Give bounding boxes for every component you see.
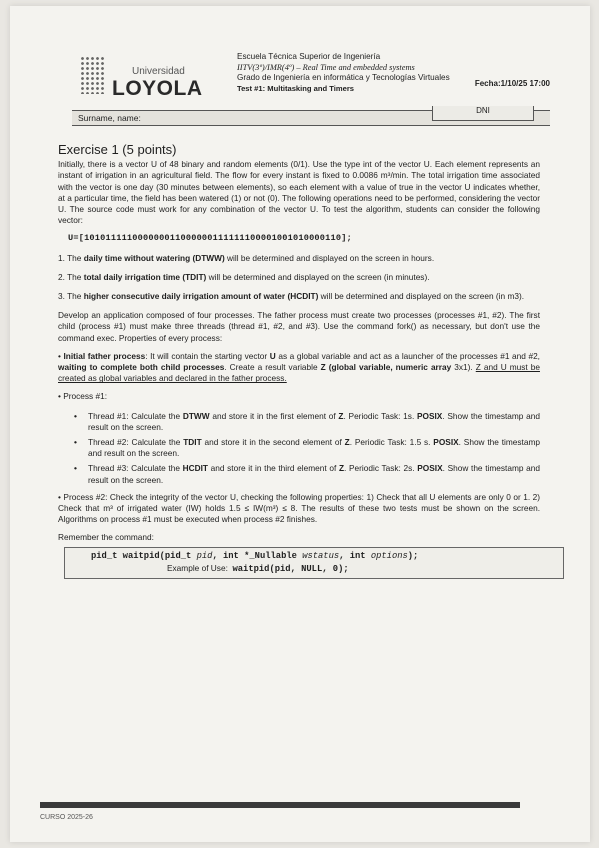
code-box (64, 547, 564, 579)
exam-header (72, 46, 552, 110)
exercise-title: Exercise 1 (5 points) (58, 142, 177, 157)
exercise-intro: Initially, there is a vector U of 48 binary and random elements (0/1). Use the type int of the vector U. Each element represents an instant of irrigation in an agricultural field. The flow for every instant is fixed to 0.0086 m³/min. The total irrigation time associated with the vector is one day (30 minutes between elements), so each element with a value of true in the vector U indicates whether, at a particular time, the field has been watered (1) or not (0). The following operations need to be performed, considering the vector U. The source code must work for any combination of the vector U. To test the algorithm, students can consider the following vector: (58, 159, 540, 226)
waitpid-example: Example of Use: waitpid(pid, NULL, 0); (167, 562, 349, 574)
thread-item: • Thread #1: Calculate the DTWW and store it in the first element of Z. Periodic Task: 1s. POSIX. Show the timestamp and result on the screen. (88, 411, 540, 433)
dni-field-label: DNI (432, 106, 534, 121)
footer-bar (40, 802, 520, 808)
degree-name: Grado de Ingeniería en informática y Tecnologías Virtuales (237, 73, 450, 83)
thread-item: • Thread #3: Calculate the HCDIT and store it in the third element of Z. Periodic Task: 2s. POSIX. Show the timestamp and result on the screen. (88, 463, 540, 485)
remember-label: Remember the command: (58, 532, 154, 543)
waitpid-signature: pid_t waitpid(pid_t pid, int *_Nullable wstatus, int options); (91, 550, 419, 561)
exam-sheet (10, 6, 590, 842)
exam-date: Fecha:1/10/25 17:00 (474, 79, 550, 88)
process1-label: • Process #1: (58, 391, 108, 402)
test-vector: U=[101011111000000011000000111111100001001010000110]; (68, 233, 352, 244)
develop-paragraph: Develop an application composed of four processes. The father process must create two processes (processes #1, #2). The first child (process #1) must make three threads (thread #1, #2, and #3). Use the command fork() as necessary, but don't use the command exec. Properties of every process: (58, 310, 540, 343)
thread-item: • Thread #2: Calculate the TDIT and store it in the second element of Z. Periodic Task: 1.5 s. POSIX. Show the timestamp and result on the screen. (88, 437, 540, 459)
requirement-item: 3. The higher consecutive daily irrigation amount of water (HCDIT) will be determined and displayed on the screen (in m3). (58, 291, 525, 302)
test-title: Test #1: Multitasking and Timers (237, 83, 355, 93)
logo-university-label: Universidad (132, 66, 185, 77)
surname-field-label: Surname, name: (78, 113, 141, 123)
requirement-item: 2. The total daily irrigation time (TDIT) will be determined and displayed on the screen (in minutes). (58, 271, 430, 282)
university-logo (74, 52, 230, 102)
course-code: IITV(3º)/IMR(4º) – Real Time and embedded systems (237, 62, 415, 72)
logo-dots-icon (80, 56, 106, 94)
exercise-content (58, 144, 540, 579)
course-year: CURSO 2025-26 (40, 814, 93, 821)
header-info (237, 52, 549, 94)
logo-loyola-label: LOYOLA (112, 77, 203, 100)
name-bar (72, 106, 550, 126)
process2-paragraph: • Process #2: Check the integrity of the vector U, checking the following properties: 1) Check that all U elements are only 0 or 1. 2) Check that m³ of irrigated water (IW) holds 1.5 ≤ IW(m³) ≤ 8. The results of these two tests must be shown on the screen. Algorithms on process #1 must be executed when process #2 finishes. (58, 491, 541, 525)
requirements-list (58, 253, 540, 303)
school-name: Escuela Técnica Superior de Ingeniería (237, 52, 381, 61)
threads-list (58, 411, 540, 486)
father-process-paragraph: • Initial father process: It will contain the starting vector U as a global variable and act as a launcher of the processes #1 and #2, waiting to complete both child processes. Create a result variable Z (global variable, numeric array 3x1). Z and U must be created as global variables and declared in the father process. (58, 350, 540, 384)
requirement-item: 1. The daily time without watering (DTWW) will be determined and displayed on the screen in hours. (58, 252, 435, 263)
